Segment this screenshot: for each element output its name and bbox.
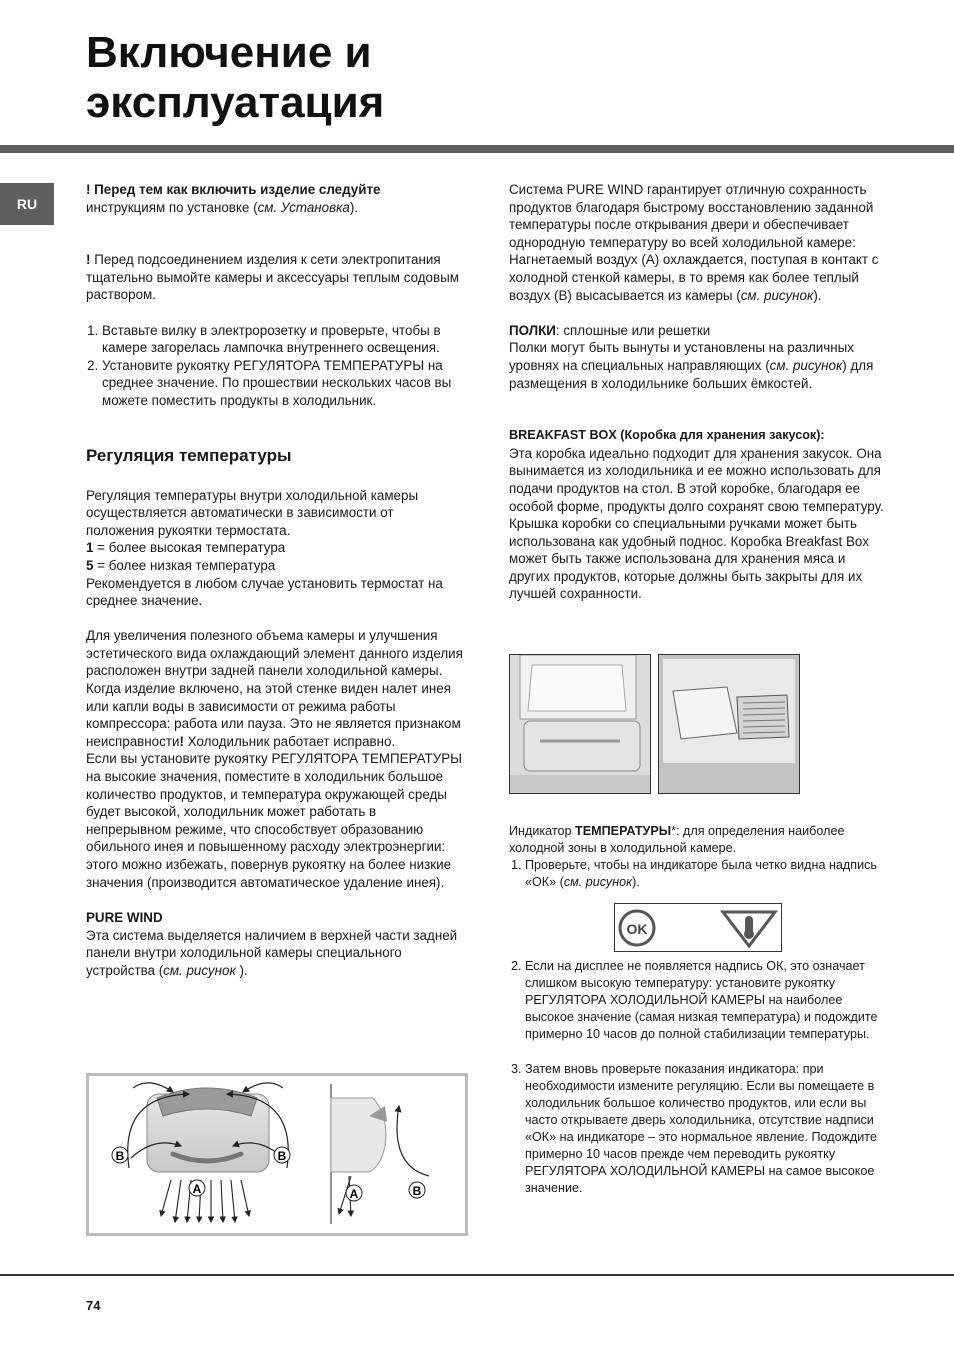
warning-install-bold: ! Перед тем как включить изделие следуйте — [86, 182, 381, 197]
indicator-step-1 — [525, 857, 889, 891]
indicator-intro — [509, 823, 889, 857]
indicator-step-1-end: ). — [632, 875, 640, 889]
pure-wind-system-end: ). — [813, 287, 822, 303]
warning-clean-text: Перед подсоединением изделия к сети электропитания тщательно вымойте камеры и аксессуары теплым содовым раствором. — [86, 252, 459, 303]
indicator-star: * — [671, 824, 677, 838]
footer-divider — [0, 1274, 954, 1276]
label-b-right: B — [277, 1149, 287, 1163]
startup-step-1: 1. Вставьте вилку в электророзетку и проверьте, чтобы в камере загорелась лампочка внутреннего освещения. — [102, 322, 464, 357]
temperature-5 — [86, 557, 464, 575]
frost-paragraph — [86, 627, 464, 750]
pure-wind-figure — [86, 1073, 468, 1236]
shelves-end: ) для размещения в холодильнике больших ёмкостей. — [509, 357, 874, 391]
title-line-1: Включение и — [86, 28, 372, 77]
pure-wind-system-text: Система PURE WIND гарантирует отличную сохранность продуктов благодаря быстрому восстановлению заданной температуры после открывания двери и обеспечивает однородную температуру во всей холодильной камере: Нагнетаемый воздух (A) охлаждается, поступая в контакт с холодной стенкой камеры, в то время как более теплый воздух (B) высасывается из камеры ( — [509, 182, 879, 303]
shelves-heading: ПОЛКИ — [509, 322, 556, 338]
ok-label: OK — [626, 921, 648, 937]
indicator-section — [509, 823, 889, 891]
temperature-1-text: = более высокая температура — [93, 540, 286, 556]
shelves-title — [509, 322, 889, 340]
breakfast-box-photo-fridge — [509, 654, 651, 794]
shelves-ref: см. рисунок — [769, 357, 843, 373]
pure-wind-end: ). — [235, 962, 248, 978]
shelves-subtitle: : сплошные или решетки — [555, 322, 711, 338]
indicator-prefix: Индикатор — [509, 824, 576, 838]
page-title — [86, 28, 384, 128]
intake-arrow — [133, 1083, 173, 1092]
label-a-front: A — [192, 1182, 202, 1196]
frost-text: Для увеличения полезного объема камеры и улучшения эстетического вида охлаждающий элемент данного изделия расположен внутри задней панели холодильной камеры. Когда изделие включено, на этой стенке виден налет инея или капли воды в зависимости от режима работы компрессора: работа или пауза. Это не является признаком неисправности — [86, 628, 463, 749]
warning-icon: ! — [86, 252, 91, 268]
indicator-steps-continued — [509, 958, 889, 1197]
breakfast-box-photo-tray — [658, 654, 800, 794]
title-line-2: эксплуатация — [86, 78, 385, 127]
warning-install-ref: см. Установка — [257, 199, 350, 215]
pure-wind-system-ref: см. рисунок — [740, 287, 814, 303]
warning-clean — [86, 251, 464, 304]
side-panel — [331, 1098, 386, 1172]
ok-indicator-figure — [614, 903, 782, 952]
side-intake-arrow — [397, 1106, 429, 1176]
title-divider — [0, 145, 954, 153]
startup-steps — [86, 322, 464, 410]
indicator-step-1-ref: см. рисунок — [563, 875, 633, 889]
breakfast-box-heading: BREAKFAST BOX (Коробка для хранения закусок): — [509, 428, 825, 443]
left-column — [86, 181, 464, 980]
warning-install — [86, 181, 464, 216]
pure-wind-text — [86, 927, 464, 980]
indicator-text: : для определения наиболее холодной зоны в холодильной камере. — [509, 824, 845, 855]
frost-end: Холодильник работает исправно. — [187, 733, 396, 749]
label-b-side: B — [412, 1184, 422, 1198]
temperature-1-key: 1 — [86, 540, 94, 556]
temperature-intro: Регуляция температуры внутри холодильной камеры осуществляется автоматически в зависимости от положения рукоятки термостата. — [86, 487, 419, 538]
indicator-steps-3 — [509, 1061, 889, 1197]
indicator-step-3: 3. Затем вновь проверьте показания индикатора: при необходимости измените регуляцию. Если вы помещаете в холодильник большое количество продуктов, или если вы часто открываете дверь холодильника, отсутствие надписи «ОК» на индикаторе – это нормальное явление. Подождите примерно 10 часов прежде чем переводить рукоятку РЕГУЛЯТОРА ХОЛОДИЛЬНОЙ КАМЕРЫ на самое высокое значение. — [525, 1061, 889, 1197]
indicator-steps — [509, 857, 889, 891]
label-a-side: A — [349, 1187, 359, 1201]
pure-wind-heading: PURE WIND — [86, 910, 163, 926]
right-column — [509, 181, 889, 603]
page-number: 74 — [86, 1298, 101, 1313]
high-setting-paragraph: Если вы установите рукоятку РЕГУЛЯТОРА ТЕМПЕРАТУРЫ на высокие значения, поместите в холодильник большое количество продуктов, и температура окружающей среды будет высокой, холодильник может работать в непрерывном режиме, что способствует образованию обильного инея и повышенному расходу электроэнергии: этого можно избежать, повернув рукоятку на более низкие значения (производится автоматическое удаление инея). — [86, 751, 462, 890]
indicator-step-2: 2. Если на дисплее не появляется надпись ОК, это означает слишком высокую температуру: установите рукоятку РЕГУЛЯТОРА ХОЛОДИЛЬНОЙ КАМЕРЫ на наиболее высокое значение (самая низкая температура) и подождите примерно 10 часов до полной стабилизации температуры. — [525, 958, 889, 1043]
indicator-bold: ТЕМПЕРАТУРЫ — [575, 824, 672, 838]
indicator-step-1-text: Проверьте, чтобы на индикаторе была четко видна надпись «ОК» ( — [525, 858, 877, 889]
temperature-5-text: = более низкая температура — [93, 557, 276, 573]
temperature-5-key: 5 — [86, 557, 94, 573]
label-b-left: B — [115, 1149, 125, 1163]
language-tab: RU — [0, 183, 54, 225]
pure-wind-diagram — [89, 1076, 465, 1233]
warning-install-text: инструкциям по установке ( — [86, 199, 258, 215]
warning-install-end: ). — [349, 199, 359, 215]
temperature-heading: Регуляция температуры — [86, 445, 292, 465]
breakfast-box-text: Эта коробка идеально подходит для хранения закусок. Она вынимается из холодильника и ее можно использовать для подачи продуктов на стол. В этой коробке, благодаря ее особой форме, продукты долго сохранят свою температуру. Крышка коробки со специальными ручками может быть использована как удобный поднос. Коробка Breakfast Box может быть также использована для хранения мяса и других продуктов, которые должны быть закрыты для их лучшей сохранности. — [509, 445, 884, 602]
intake-arrow — [243, 1083, 283, 1092]
pure-wind-ref: см. рисунок — [163, 962, 236, 978]
shelves-text — [509, 339, 889, 392]
frost-mark: ! — [179, 733, 184, 749]
shelves-body: Полки могут быть вынуты и установлены на различных уровнях на специальных направляющих ( — [509, 340, 854, 373]
pure-wind-body: Эта система выделяется наличием в верхней части задней панели внутри холодильной камеры специального устройства ( — [86, 927, 458, 978]
temperature-1 — [86, 539, 464, 557]
startup-step-2: 2. Установите рукоятку РЕГУЛЯТОРА ТЕМПЕРАТУРЫ на среднее значение. По прошествии нескольких часов вы можете поместить продукты в холодильник. — [102, 357, 464, 410]
pure-wind-system — [509, 181, 889, 304]
indicator-steps-2-3 — [509, 958, 889, 1043]
temperature-recommend: Рекомендуется в любом случае установить термостат на среднее значение. — [86, 575, 443, 609]
